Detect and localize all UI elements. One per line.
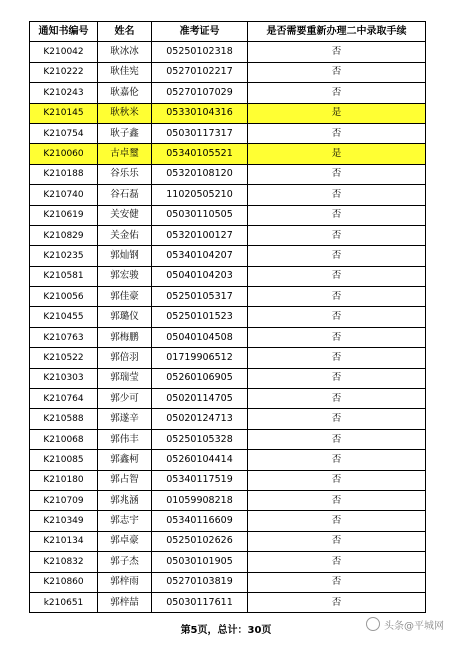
- redo-cell: 否: [248, 62, 426, 82]
- table-row: [30, 348, 426, 368]
- table-row: [30, 103, 426, 123]
- header-name: 姓名: [98, 22, 152, 42]
- exam-number-cell: 05340105521: [152, 144, 248, 164]
- name-cell: 郭梓喆: [98, 592, 152, 612]
- redo-cell: 否: [248, 185, 426, 205]
- table-row: [30, 225, 426, 245]
- notice-number-cell: K210832: [30, 552, 98, 572]
- exam-number-cell: 05270107029: [152, 83, 248, 103]
- watermark-text: 头条@平城网: [384, 620, 444, 632]
- name-cell: 郭佳豪: [98, 287, 152, 307]
- notice-number-cell: K210060: [30, 144, 98, 164]
- redo-cell: 否: [248, 83, 426, 103]
- exam-number-cell: 05250102626: [152, 531, 248, 551]
- name-cell: 郭卓豪: [98, 531, 152, 551]
- redo-cell: 否: [248, 307, 426, 327]
- redo-cell: 否: [248, 490, 426, 510]
- notice-number-cell: K210056: [30, 287, 98, 307]
- exam-number-cell: 05250105328: [152, 429, 248, 449]
- table-row: [30, 592, 426, 612]
- redo-cell: 否: [248, 552, 426, 572]
- redo-cell: 否: [248, 327, 426, 347]
- table-row: [30, 62, 426, 82]
- redo-cell: 否: [248, 287, 426, 307]
- redo-cell: 否: [248, 572, 426, 592]
- redo-cell: 否: [248, 470, 426, 490]
- notice-number-cell: K210522: [30, 348, 98, 368]
- notice-number-cell: K210763: [30, 327, 98, 347]
- name-cell: 郭宏骏: [98, 266, 152, 286]
- name-cell: 郭璐仪: [98, 307, 152, 327]
- notice-number-cell: K210085: [30, 450, 98, 470]
- table-row: [30, 368, 426, 388]
- name-cell: 耿冰冰: [98, 42, 152, 62]
- notice-number-cell: K210829: [30, 225, 98, 245]
- table-row: [30, 287, 426, 307]
- exam-number-cell: 05040104203: [152, 266, 248, 286]
- table-row: [30, 552, 426, 572]
- table-row: [30, 83, 426, 103]
- table-row: [30, 246, 426, 266]
- table-row: [30, 389, 426, 409]
- exam-number-cell: 05340116609: [152, 511, 248, 531]
- name-cell: 郭鑫柯: [98, 450, 152, 470]
- table-row: [30, 205, 426, 225]
- notice-number-cell: K210764: [30, 389, 98, 409]
- notice-number-cell: k210651: [30, 592, 98, 612]
- exam-number-cell: 05330104316: [152, 103, 248, 123]
- exam-number-cell: 05260106905: [152, 368, 248, 388]
- wechat-icon: [366, 617, 380, 631]
- name-cell: 耿秋米: [98, 103, 152, 123]
- exam-number-cell: 01059908218: [152, 490, 248, 510]
- name-cell: 郭灿钢: [98, 246, 152, 266]
- name-cell: 郭少可: [98, 389, 152, 409]
- name-cell: 谷乐乐: [98, 164, 152, 184]
- redo-cell: 否: [248, 368, 426, 388]
- exam-number-cell: 05040104508: [152, 327, 248, 347]
- redo-cell: 否: [248, 225, 426, 245]
- table-header-row: [30, 22, 426, 42]
- notice-number-cell: K210754: [30, 123, 98, 143]
- notice-number-cell: K210581: [30, 266, 98, 286]
- table-row: [30, 266, 426, 286]
- name-cell: 郭志宇: [98, 511, 152, 531]
- redo-cell: 否: [248, 429, 426, 449]
- name-cell: 耿佳宪: [98, 62, 152, 82]
- notice-number-cell: K210134: [30, 531, 98, 551]
- table-row: [30, 144, 426, 164]
- redo-cell: 否: [248, 389, 426, 409]
- exam-number-cell: 05260104414: [152, 450, 248, 470]
- redo-cell: 否: [248, 531, 426, 551]
- name-cell: 郭子杰: [98, 552, 152, 572]
- table-row: [30, 511, 426, 531]
- name-cell: 郭倍羽: [98, 348, 152, 368]
- exam-number-cell: 05030101905: [152, 552, 248, 572]
- notice-number-cell: K210243: [30, 83, 98, 103]
- header-exam-number: 准考证号: [152, 22, 248, 42]
- notice-number-cell: K210619: [30, 205, 98, 225]
- redo-cell: 否: [248, 205, 426, 225]
- exam-number-cell: 05250102318: [152, 42, 248, 62]
- admission-table: [29, 21, 426, 613]
- name-cell: 郭兆涵: [98, 490, 152, 510]
- exam-number-cell: 05030117611: [152, 592, 248, 612]
- exam-number-cell: 05340117519: [152, 470, 248, 490]
- exam-number-cell: 05250105317: [152, 287, 248, 307]
- exam-number-cell: 05320108120: [152, 164, 248, 184]
- exam-number-cell: 11020505210: [152, 185, 248, 205]
- redo-cell: 否: [248, 164, 426, 184]
- table-row: [30, 42, 426, 62]
- notice-number-cell: K210145: [30, 103, 98, 123]
- table-row: [30, 490, 426, 510]
- table-row: [30, 531, 426, 551]
- name-cell: 郭遂辛: [98, 409, 152, 429]
- notice-number-cell: K210860: [30, 572, 98, 592]
- exam-number-cell: 05030110505: [152, 205, 248, 225]
- exam-number-cell: 05320100127: [152, 225, 248, 245]
- name-cell: 郭瑞莹: [98, 368, 152, 388]
- notice-number-cell: K210349: [30, 511, 98, 531]
- page-footer: 第5页，总计：30页: [180, 625, 272, 636]
- name-cell: 耿嘉伦: [98, 83, 152, 103]
- notice-number-cell: K210180: [30, 470, 98, 490]
- name-cell: 谷石磊: [98, 185, 152, 205]
- redo-cell: 否: [248, 511, 426, 531]
- redo-cell: 否: [248, 42, 426, 62]
- redo-cell: 否: [248, 266, 426, 286]
- exam-number-cell: 05270102217: [152, 62, 248, 82]
- notice-number-cell: K210068: [30, 429, 98, 449]
- exam-number-cell: 05030117317: [152, 123, 248, 143]
- name-cell: 古卓璽: [98, 144, 152, 164]
- notice-number-cell: K210042: [30, 42, 98, 62]
- name-cell: 关金佑: [98, 225, 152, 245]
- notice-number-cell: K210222: [30, 62, 98, 82]
- redo-cell: 否: [248, 450, 426, 470]
- name-cell: 郭梓雨: [98, 572, 152, 592]
- redo-cell: 是: [248, 103, 426, 123]
- table-row: [30, 429, 426, 449]
- notice-number-cell: K210455: [30, 307, 98, 327]
- exam-number-cell: 05340104207: [152, 246, 248, 266]
- table-row: [30, 307, 426, 327]
- header-redo-procedure: 是否需要重新办理二中录取手续: [248, 22, 426, 42]
- table-row: [30, 409, 426, 429]
- table-row: [30, 185, 426, 205]
- exam-number-cell: 01719906512: [152, 348, 248, 368]
- exam-number-cell: 05270103819: [152, 572, 248, 592]
- name-cell: 郭梅鹏: [98, 327, 152, 347]
- notice-number-cell: K210709: [30, 490, 98, 510]
- table-row: [30, 164, 426, 184]
- exam-number-cell: 05020114705: [152, 389, 248, 409]
- table-row: [30, 470, 426, 490]
- notice-number-cell: K210588: [30, 409, 98, 429]
- redo-cell: 否: [248, 409, 426, 429]
- notice-number-cell: K210740: [30, 185, 98, 205]
- redo-cell: 否: [248, 123, 426, 143]
- redo-cell: 否: [248, 246, 426, 266]
- table-row: [30, 450, 426, 470]
- redo-cell: 否: [248, 348, 426, 368]
- exam-number-cell: 05020124713: [152, 409, 248, 429]
- notice-number-cell: K210303: [30, 368, 98, 388]
- notice-number-cell: K210235: [30, 246, 98, 266]
- header-notice-number: 通知书编号: [30, 22, 98, 42]
- name-cell: 郭伟丰: [98, 429, 152, 449]
- notice-number-cell: K210188: [30, 164, 98, 184]
- table-row: [30, 327, 426, 347]
- table-row: [30, 572, 426, 592]
- exam-number-cell: 05250101523: [152, 307, 248, 327]
- redo-cell: 是: [248, 144, 426, 164]
- watermark: [366, 614, 444, 634]
- redo-cell: 否: [248, 592, 426, 612]
- table-row: [30, 123, 426, 143]
- name-cell: 郭占智: [98, 470, 152, 490]
- name-cell: 耿子鑫: [98, 123, 152, 143]
- name-cell: 关安健: [98, 205, 152, 225]
